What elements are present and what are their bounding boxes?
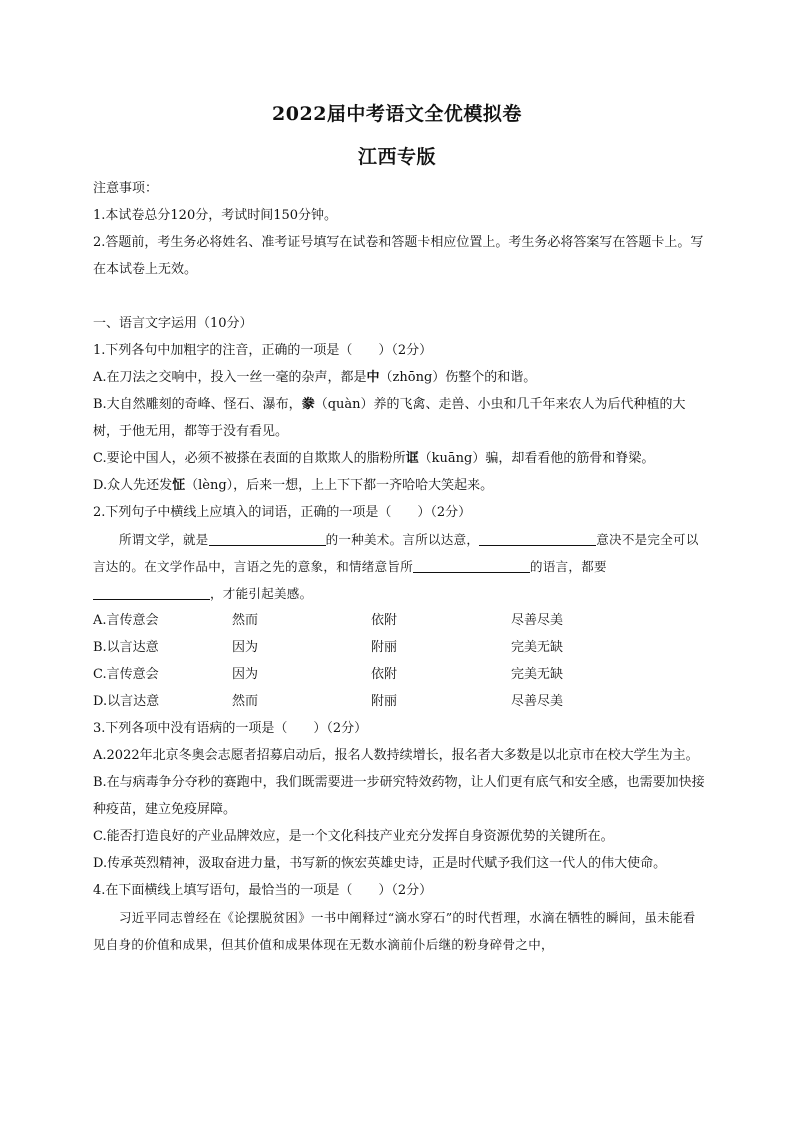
fill-blank bbox=[209, 531, 326, 546]
spacer bbox=[93, 283, 705, 310]
fill-blank bbox=[479, 531, 596, 546]
q2-option-row: B.以言达意 因为 附丽 完美无缺 bbox=[93, 640, 564, 655]
q3-option-b: B.在与病毒争分夺秒的赛跑中，我们既需要进一步研究特效药物，让人们更有底气和安全感，也需要加快接种疫苗，建立免疫屏障。 bbox=[93, 775, 705, 817]
q3-option-d: D.传承英烈精神，汲取奋进力量，书写新的恢宏英雄史诗，正是时代赋予我们这一代人的伟大使命。 bbox=[93, 856, 667, 871]
q1-option-b: B.大自然雕刻的奇峰、怪石、瀑布，豢（quàn）养的飞禽、走兽、小虫和几千年来农人为后代种植的大树，于他无用，都等于没有看见。 bbox=[93, 397, 686, 439]
q1-option-c: C.要论中国人，必须不被搽在表面的自欺欺人的脂粉所诓（kuāng）骗，却看看他的筋骨和脊梁。 bbox=[93, 451, 655, 466]
fill-blank bbox=[413, 558, 530, 573]
q3-option-a: A.2022年北京冬奥会志愿者招募启动后，报名人数持续增长，报名者大多数是以北京市在校大学生为主。 bbox=[93, 748, 699, 763]
q2-option-row: D.以言达意 然而 附丽 尽善尽美 bbox=[93, 694, 564, 709]
notes-item-1: 1.本试卷总分120分，考试时间150分钟。 bbox=[93, 208, 338, 223]
q1-option-d: D.众人先还发怔（lèng），后来一想，上上下下都一齐哈哈大笑起来。 bbox=[93, 478, 494, 493]
q4-stem: 4.在下面横线上填写语句，最恰当的一项是（ ）（2分） bbox=[93, 883, 433, 898]
q2-stem: 2.下列句子中横线上应填入的词语，正确的一项是（ ）（2分） bbox=[93, 505, 472, 520]
exam-subtitle: 江西专版 bbox=[357, 146, 436, 168]
q1-c-bold-char: 诓 bbox=[405, 451, 419, 466]
q1-a-bold-char: 中 bbox=[366, 370, 380, 385]
q2-option-row: C.言传意会 因为 依附 完美无缺 bbox=[93, 667, 564, 682]
q1-option-a: A.在刀法之交响中，投入一丝一毫的杂声，都是中（zhōng）伤整个的和谐。 bbox=[93, 370, 537, 385]
q1-b-bold-char: 豢 bbox=[301, 397, 315, 412]
q3-stem: 3.下列各项中没有语病的一项是（ ）（2分） bbox=[93, 721, 368, 736]
fill-blank bbox=[93, 585, 210, 600]
exam-body bbox=[93, 175, 705, 958]
q1-stem: 1.下列各句中加粗字的注音，正确的一项是（ ）（2分） bbox=[93, 343, 433, 358]
q1-d-bold-char: 怔 bbox=[172, 478, 186, 493]
notes-heading: 注意事项： bbox=[93, 181, 159, 196]
exam-title: 2022届中考语文全优模拟卷 bbox=[272, 103, 522, 125]
q2-option-row: A.言传意会 然而 依附 尽善尽美 bbox=[93, 613, 564, 628]
q2-passage: 所谓文学，就是 的一种美术。言所以达意， 意决不是完全可以言达的。在文学作品中，言语之先的意象，和情绪意旨所 的语言，都要，才能引起美感。 bbox=[93, 532, 699, 601]
q4-passage: 习近平同志曾经在《论摆脱贫困》一书中阐释过“滴水穿石”的时代哲理，水滴在牺牲的瞬间，虽未能看见自身的价值和成果，但其价值和成果体现在无数水滴前仆后继的粉身碎骨之中， bbox=[93, 910, 696, 952]
q3-option-c: C.能否打造良好的产业品牌效应，是一个文化科技产业充分发挥自身资源优势的关键所在。 bbox=[93, 829, 614, 844]
notes-item-2: 2.答题前，考生务必将姓名、准考证号填写在试卷和答题卡相应位置上。考生务必将答案写在答题卡上。写在本试卷上无效。 bbox=[93, 235, 704, 277]
section-1-heading: 一、语言文字运用（10分） bbox=[93, 316, 253, 331]
